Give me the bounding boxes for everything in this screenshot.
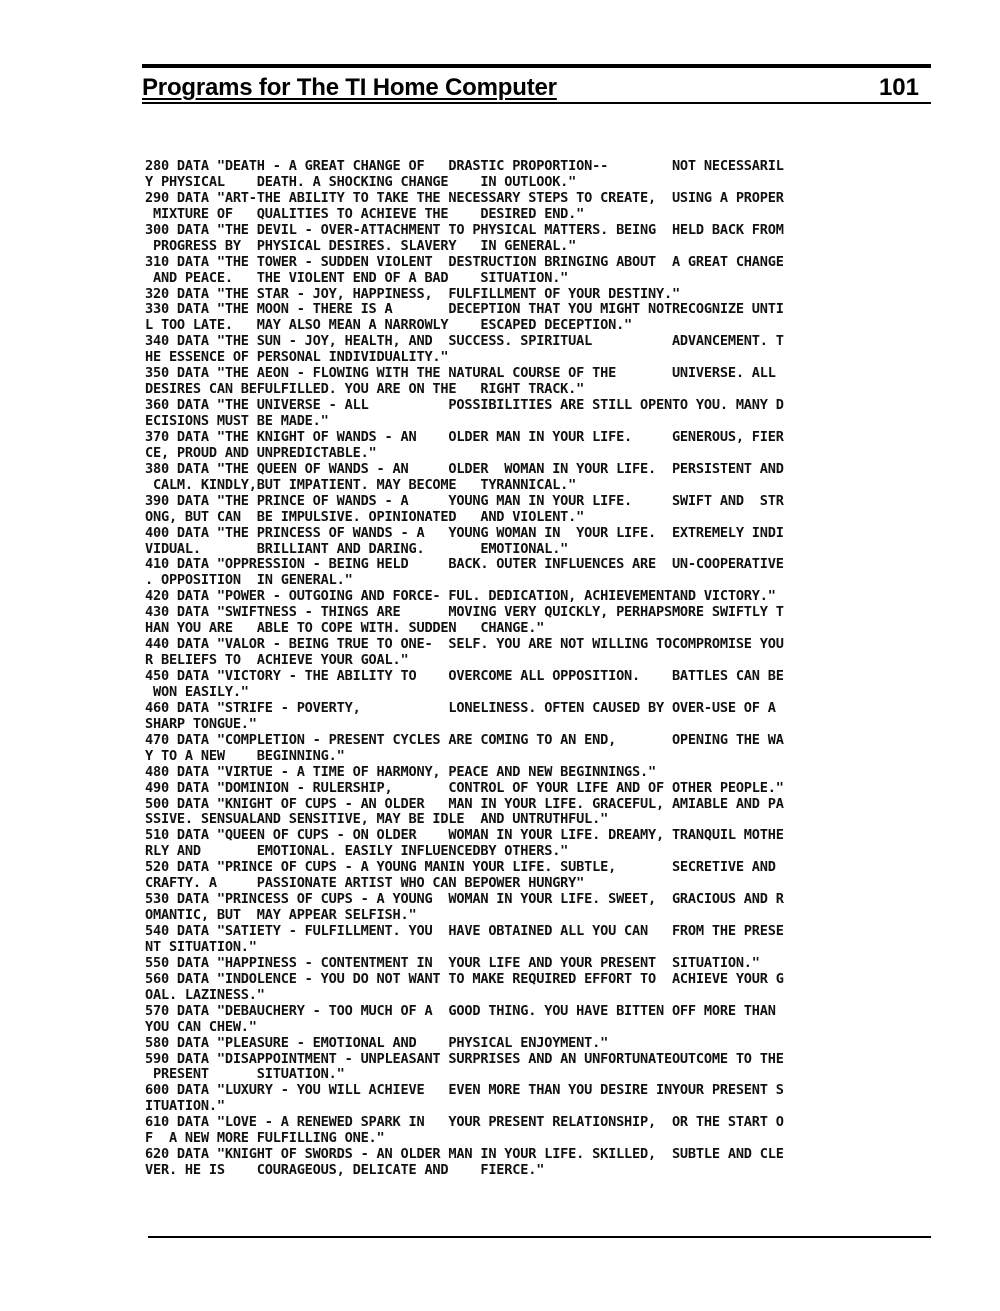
code-line: 420 DATA "POWER - OUTGOING AND FORCE- FUL. DEDICATION, ACHIEVEMENTAND VICTORY." (145, 588, 776, 605)
code-line: CALM. KINDLY,BUT IMPATIENT. MAY BECOME TYRANNICAL." (145, 476, 577, 493)
code-line: SSIVE. SENSUALAND SENSITIVE, MAY BE IDLE AND UNTRUTHFUL." (145, 811, 609, 828)
code-line: L TOO LATE. MAY ALSO MEAN A NARROWLY ESCAPED DECEPTION." (145, 317, 633, 334)
code-line: VIDUAL. BRILLIANT AND DARING. EMOTIONAL." (145, 540, 569, 557)
code-line: 380 DATA "THE QUEEN OF WANDS - AN OLDER WOMAN IN YOUR LIFE. PERSISTENT AND (145, 460, 784, 477)
code-line: 610 DATA "LOVE - A RENEWED SPARK IN YOUR PRESENT RELATIONSHIP, OR THE START O (145, 1114, 784, 1131)
code-line: 350 DATA "THE AEON - FLOWING WITH THE NATURAL COURSE OF THE UNIVERSE. ALL (145, 365, 776, 382)
code-line: 440 DATA "VALOR - BEING TRUE TO ONE- SELF. YOU ARE NOT WILLING TOCOMPROMISE YOU (145, 636, 784, 653)
code-line: 450 DATA "VICTORY - THE ABILITY TO OVERCOME ALL OPPOSITION. BATTLES CAN BE (145, 668, 784, 684)
code-line: 400 DATA "THE PRINCESS OF WANDS - A YOUNG WOMAN IN YOUR LIFE. EXTREMELY INDI (145, 524, 784, 541)
code-line: SHARP TONGUE." (145, 715, 257, 732)
page-header (142, 70, 931, 102)
code-line: HE ESSENCE OF PERSONAL INDIVIDUALITY." (145, 349, 449, 366)
code-line: ITUATION." (145, 1098, 225, 1115)
code-line: 290 DATA "ART-THE ABILITY TO TAKE THE NECESSARY STEPS TO CREATE, USING A PROPER (145, 189, 784, 206)
code-line: 330 DATA "THE MOON - THERE IS A DECEPTION THAT YOU MIGHT NOTRECOGNIZE UNTI (145, 301, 784, 318)
code-line: 520 DATA "PRINCE OF CUPS - A YOUNG MANIN YOUR LIFE. SUBTLE, SECRETIVE AND (145, 859, 776, 876)
code-line: 490 DATA "DOMINION - RULERSHIP, CONTROL OF YOUR LIFE AND OF OTHER PEOPLE." (145, 779, 784, 796)
code-line: 430 DATA "SWIFTNESS - THINGS ARE MOVING VERY QUICKLY, PERHAPSMORE SWIFTLY T (145, 604, 784, 621)
code-line: 510 DATA "QUEEN OF CUPS - ON OLDER WOMAN IN YOUR LIFE. DREAMY, TRANQUIL MOTHE (145, 827, 784, 844)
code-line: 480 DATA "VIRTUE - A TIME OF HARMONY, PEACE AND NEW BEGINNINGS." (145, 763, 656, 780)
code-line: PROGRESS BY PHYSICAL DESIRES. SLAVERY IN GENERAL." (145, 237, 577, 254)
code-line: 320 DATA "THE STAR - JOY, HAPPINESS, FULFILLMENT OF YOUR DESTINY." (145, 285, 680, 302)
code-line: 600 DATA "LUXURY - YOU WILL ACHIEVE EVEN MORE THAN YOU DESIRE INYOUR PRESENT S (145, 1082, 784, 1099)
code-line: CE, PROUD AND UNPREDICTABLE." (145, 444, 377, 461)
code-line: 500 DATA "KNIGHT OF CUPS - AN OLDER MAN IN YOUR LIFE. GRACEFUL, AMIABLE AND PA (145, 795, 784, 812)
code-line: YOU CAN CHEW." (145, 1018, 257, 1035)
code-line: 340 DATA "THE SUN - JOY, HEALTH, AND SUCCESS. SPIRITUAL ADVANCEMENT. T (145, 333, 784, 350)
code-line: OMANTIC, BUT MAY APPEAR SELFISH." (145, 907, 417, 924)
code-line: . OPPOSITION IN GENERAL." (145, 572, 353, 589)
code-line: F A NEW MORE FULFILLING ONE." (145, 1130, 385, 1147)
code-line: NT SITUATION." (145, 938, 257, 955)
code-line: 550 DATA "HAPPINESS - CONTENTMENT IN YOUR LIFE AND YOUR PRESENT SITUATION." (145, 954, 760, 971)
code-line: R BELIEFS TO ACHIEVE YOUR GOAL." (145, 652, 409, 669)
code-line: 530 DATA "PRINCESS OF CUPS - A YOUNG WOMAN IN YOUR LIFE. SWEET, GRACIOUS AND R (145, 891, 784, 908)
footer-rule (148, 1236, 931, 1238)
code-line: DESIRES CAN BEFULFILLED. YOU ARE ON THE RIGHT TRACK." (145, 381, 585, 398)
code-line: 370 DATA "THE KNIGHT OF WANDS - AN OLDER MAN IN YOUR LIFE. GENEROUS, FIER (145, 428, 784, 445)
code-line: ONG, BUT CAN BE IMPULSIVE. OPINIONATED AND VIOLENT." (145, 508, 585, 525)
header-top-rule (142, 64, 931, 68)
code-line: Y PHYSICAL DEATH. A SHOCKING CHANGE IN OUTLOOK." (145, 173, 577, 190)
code-line: 460 DATA "STRIFE - POVERTY, LONELINESS. OFTEN CAUSED BY OVER-USE OF A (145, 699, 776, 716)
code-line: 620 DATA "KNIGHT OF SWORDS - AN OLDER MAN IN YOUR LIFE. SKILLED, SUBTLE AND CLE (145, 1146, 784, 1163)
code-line: 300 DATA "THE DEVIL - OVER-ATTACHMENT TO PHYSICAL MATTERS. BEING HELD BACK FROM (145, 221, 784, 238)
code-line: OAL. LAZINESS." (145, 986, 265, 1003)
code-line: 560 DATA "INDOLENCE - YOU DO NOT WANT TO MAKE REQUIRED EFFORT TO ACHIEVE YOUR G (145, 970, 784, 987)
code-line: Y TO A NEW BEGINNING." (145, 747, 345, 764)
code-line: RLY AND EMOTIONAL. EASILY INFLUENCEDBY OTHERS." (145, 843, 569, 860)
code-line: 540 DATA "SATIETY - FULFILLMENT. YOU HAVE OBTAINED ALL YOU CAN FROM THE PRESE (145, 923, 784, 939)
code-line: 590 DATA "DISAPPOINTMENT - UNPLEASANT SURPRISES AND AN UNFORTUNATEOUTCOME TO THE (145, 1050, 784, 1067)
code-line: AND PEACE. THE VIOLENT END OF A BAD SITUATION." (145, 269, 569, 286)
code-line: 310 DATA "THE TOWER - SUDDEN VIOLENT DESTRUCTION BRINGING ABOUT A GREAT CHANGE (145, 253, 784, 270)
page-number: 101 (878, 74, 919, 101)
code-line: WON EASILY." (145, 683, 249, 700)
code-line: ECISIONS MUST BE MADE." (145, 413, 329, 429)
code-line: 360 DATA "THE UNIVERSE - ALL POSSIBILITIES ARE STILL OPENTO YOU. MANY D (145, 397, 784, 414)
header-bottom-rule (142, 102, 931, 104)
code-line: 390 DATA "THE PRINCE OF WANDS - A YOUNG MAN IN YOUR LIFE. SWIFT AND STR (145, 492, 784, 509)
code-line: 280 DATA "DEATH - A GREAT CHANGE OF DRASTIC PROPORTION-- NOT NECESSARIL (145, 158, 784, 174)
code-line: 470 DATA "COMPLETION - PRESENT CYCLES ARE COMING TO AN END, OPENING THE WA (145, 731, 784, 748)
code-line: MIXTURE OF QUALITIES TO ACHIEVE THE DESIRED END." (145, 205, 585, 222)
program-listing (145, 159, 925, 1179)
code-line: 410 DATA "OPPRESSION - BEING HELD BACK. OUTER INFLUENCES ARE UN-COOPERATIVE (145, 556, 784, 573)
code-line: 580 DATA "PLEASURE - EMOTIONAL AND PHYSICAL ENJOYMENT." (145, 1034, 609, 1051)
code-line: PRESENT SITUATION." (145, 1066, 345, 1083)
code-line: HAN YOU ARE ABLE TO COPE WITH. SUDDEN CHANGE." (145, 620, 545, 637)
running-title: Programs for The TI Home Computer (142, 74, 557, 101)
code-line: 570 DATA "DEBAUCHERY - TOO MUCH OF A GOOD THING. YOU HAVE BITTEN OFF MORE THAN (145, 1002, 776, 1019)
code-line: CRAFTY. A PASSIONATE ARTIST WHO CAN BEPOWER HUNGRY" (145, 875, 585, 892)
code-line: VER. HE IS COURAGEOUS, DELICATE AND FIERCE." (145, 1162, 545, 1179)
